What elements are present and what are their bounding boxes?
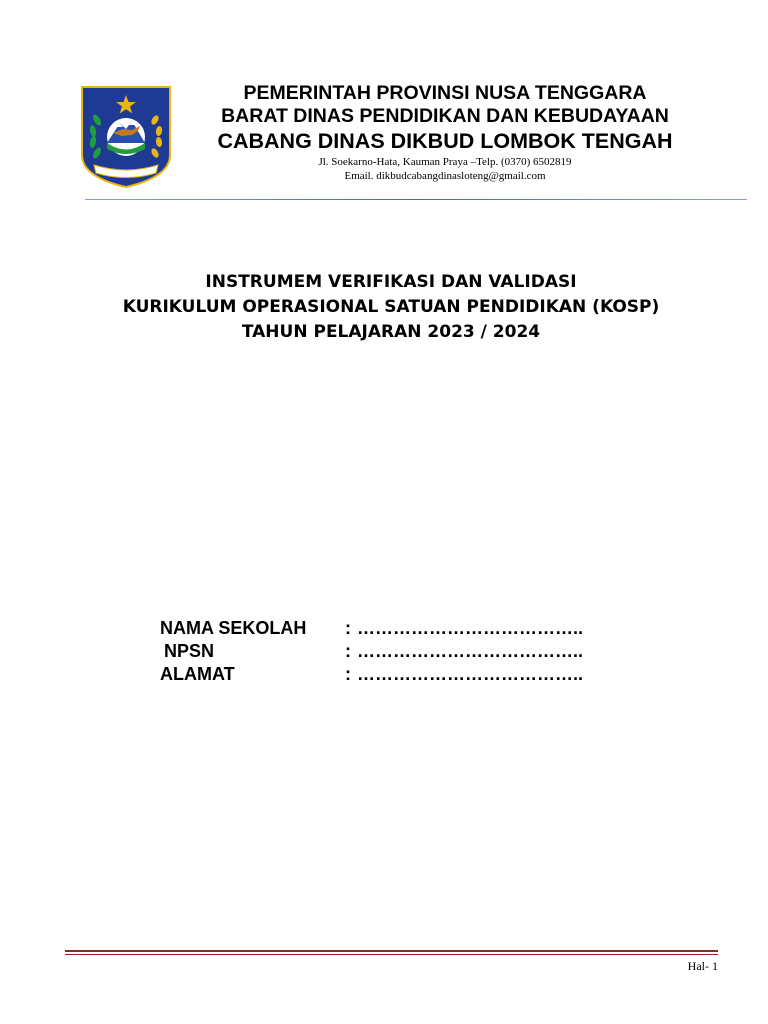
letterhead-divider bbox=[85, 199, 747, 200]
field-label: ALAMAT bbox=[160, 664, 235, 684]
title-line-2: KURIKULUM OPERASIONAL SATUAN PENDIDIKAN (KOSP) bbox=[122, 297, 660, 317]
field-value: ……………………………….. bbox=[357, 664, 584, 684]
letterhead-email: Email. dikbudcabangdinasloteng@gmail.com bbox=[344, 170, 546, 182]
letterhead-address: Jl. Soekarno-Hata, Kauman Praya –Telp. (0370) 6502819 bbox=[318, 156, 572, 168]
letterhead bbox=[170, 82, 720, 183]
field-separator: : bbox=[345, 618, 351, 638]
letterhead-line-2: BARAT DINAS PENDIDIKAN DAN KEBUDAYAAN bbox=[221, 105, 669, 127]
footer-rule-thick bbox=[65, 950, 718, 952]
field-value: ……………………………….. bbox=[357, 641, 584, 661]
letterhead-line-3: CABANG DINAS DIKBUD LOMBOK TENGAH bbox=[217, 129, 673, 153]
field-label: NAMA SEKOLAH bbox=[160, 618, 307, 638]
footer-rule-thin bbox=[65, 954, 718, 955]
document-title bbox=[0, 270, 768, 345]
ntb-province-emblem bbox=[80, 85, 172, 189]
field-separator: : bbox=[345, 641, 351, 661]
page-number: Hal- 1 bbox=[687, 959, 718, 973]
title-line-3: TAHUN PELAJARAN 2023 / 2024 bbox=[241, 322, 541, 342]
letterhead-line-1: PEMERINTAH PROVINSI NUSA TENGGARA bbox=[243, 82, 647, 104]
field-value: ……………………………….. bbox=[357, 618, 584, 638]
field-label: NPSN bbox=[164, 641, 215, 661]
title-line-1: INSTRUMEM VERIFIKASI DAN VALIDASI bbox=[205, 272, 577, 292]
field-separator: : bbox=[345, 664, 351, 684]
